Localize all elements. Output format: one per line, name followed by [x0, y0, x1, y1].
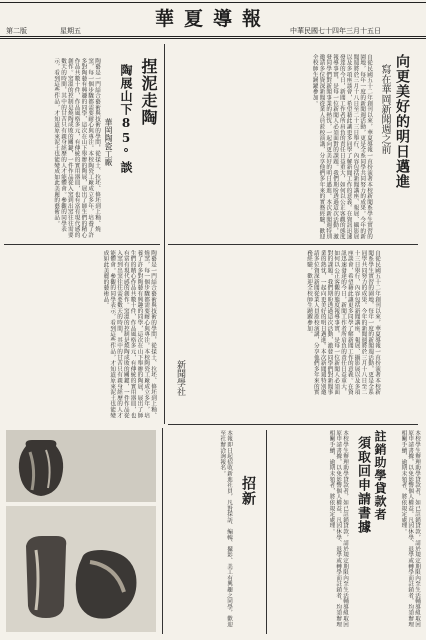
- pottery-vase-image: [6, 430, 156, 502]
- article3-headline: 註銷助學貸款者: [373, 430, 387, 521]
- article3-body: 本校學生辦理助學貸款者，如已註銷貸款，請於規定期限內至生活輔導組取回原申請書據，以免影響個人權益。凡因休學、退學或轉學而註銷者，均須辦理相關手續，逾期未領者，將依規定處理。: [328, 430, 348, 628]
- column-divider: [164, 44, 165, 424]
- date-line: 中華民國七十四年三月十五日: [290, 27, 381, 35]
- article1-divider: [168, 244, 418, 245]
- article1-headline: 向更美好的明日邁進: [394, 54, 410, 189]
- masthead-top-rule: [0, 2, 426, 3]
- article4-headline: 招新: [240, 476, 256, 506]
- article1-subtitle: 寫在華岡新聞週之前: [379, 64, 390, 154]
- article3-headline-2: 須取回申請書據: [355, 436, 370, 534]
- pottery-photo-2: [6, 506, 156, 632]
- article2-headline-2: 陶展山下85°談: [119, 64, 133, 174]
- newspaper-title: 華夏導報: [154, 8, 271, 30]
- article2-body-continued: 陶藝是一門結合藝術與技術的學問，從揉土、拉坯、修坯到上釉、燒窯，每一個步驟都需要耐心與專注。本校陶瓷工廠成立多年，培養了許多對陶藝有興趣的同學，這次在山下舉辦的陶展，展出了師生們的精心作品共數十件，作品風格多元，有傳統的實用器皿，也有富有現代感的創作。窯溫的控制是燒陶成敗的關鍵，一件作品從入窯到出窯往往需要數天的時間，其中的甘苦只有親身經歷的人才能體會。參觀的同學表示，看到這些作品，才知道原來泥土也能變成如此美麗的藝術品。: [102, 250, 156, 419]
- article2-divider: [4, 244, 160, 245]
- article3-divider: [168, 424, 418, 425]
- article2-headline: 捏泥走陶: [139, 58, 158, 126]
- page-label: 第二版: [6, 27, 27, 35]
- photo-column-divider: [162, 428, 163, 634]
- article1-body-continued: 自從民國五十二年創刊以來，華夏導報一直扮演著本校新聞系學生實習的園地，每年一度的新聞週活動，更是全系同學共同努力的成果。今年的新聞週將於三月十八日至二十三日舉行，內容包括新聞講座、報展、攝影展以及多項座談會，希望藉此讓更多同學了解新聞工作的意義。在資訊迅速發達的今日，新聞工作者所肩負的責任日益重大，如何以公正客觀的態度報導事實，是每一位新聞人必須面對的課題。我們期盼透過這次活動，激發同學們對新聞事業的熱忱，一起向更美好的明日邁進。本次新聞週特別邀請多位資深新聞從業人員蒞校演講，分享他們多年來的實務經驗，歡迎全校師生踴躍參加。: [306, 250, 380, 395]
- article2-body: 陶藝是一門結合藝術與技術的學問，從揉土、拉坯、修坯到上釉、燒窯，每一個步驟都需要耐心與專注。本校陶瓷工廠成立多年，培養了許多對陶藝有興趣的同學，這次在山下舉辦的陶展，展出了師生們的精心作品共數十件，作品風格多元，有傳統的實用器皿，也有富有現代感的創作。窯溫的控制是燒陶成敗的關鍵，一件作品從入窯到出窯往往需要數天的時間，其中的甘苦只有親身經歷的人才能體會。參觀的同學表示，看到這些作品，才知道原來泥土也能變成如此美麗的藝術品。: [53, 58, 100, 238]
- article2-byline: 華岡陶瓷工廠: [104, 118, 113, 166]
- masthead-bottom-rule: [0, 36, 426, 37]
- article1-author: 新聞學社: [175, 360, 185, 396]
- pottery-photo-1: [6, 430, 156, 502]
- article1-body: 自從民國五十二年創刊以來，華夏導報一直扮演著本校新聞系學生實習的園地，每年一度的新聞週活動，更是全系同學共同努力的成果。今年的新聞週將於三月十八日至二十三日舉行，內容包括新聞講座、報展、攝影展以及多項座談會，希望藉此讓更多同學了解新聞工作的意義。在資訊迅速發達的今日，新聞工作者所肩負的責任日益重大，如何以公正客觀的態度報導事實，是每一位新聞人必須面對的課題。我們期盼透過這次活動，激發同學們對新聞事業的熱忱，一起向更美好的明日邁進。本次新聞週特別邀請多位資深新聞從業人員蒞校演講，分享他們多年來的實務經驗，歡迎全校師生踴躍參加。: [311, 54, 372, 240]
- article4-divider: [266, 430, 267, 634]
- masthead-bottom-rule-2: [0, 38, 426, 39]
- masthead: [0, 0, 426, 40]
- pottery-group-image: [6, 506, 156, 632]
- weekday: 星期五: [60, 27, 81, 35]
- article4-body: 本報即日起招收新進社員，凡對採訪、編輯、攝影、美工有興趣之同學，歡迎至社辦洽詢報名。: [219, 430, 232, 628]
- article3-body-right: 本校學生辦理助學貸款者，如已註銷貸款，請於規定期限內至生活輔導組取回原申請書據，以免影響個人權益。凡因休學、退學或轉學而註銷者，均須辦理相關手續，逾期未領者，將依規定處理。: [400, 430, 420, 628]
